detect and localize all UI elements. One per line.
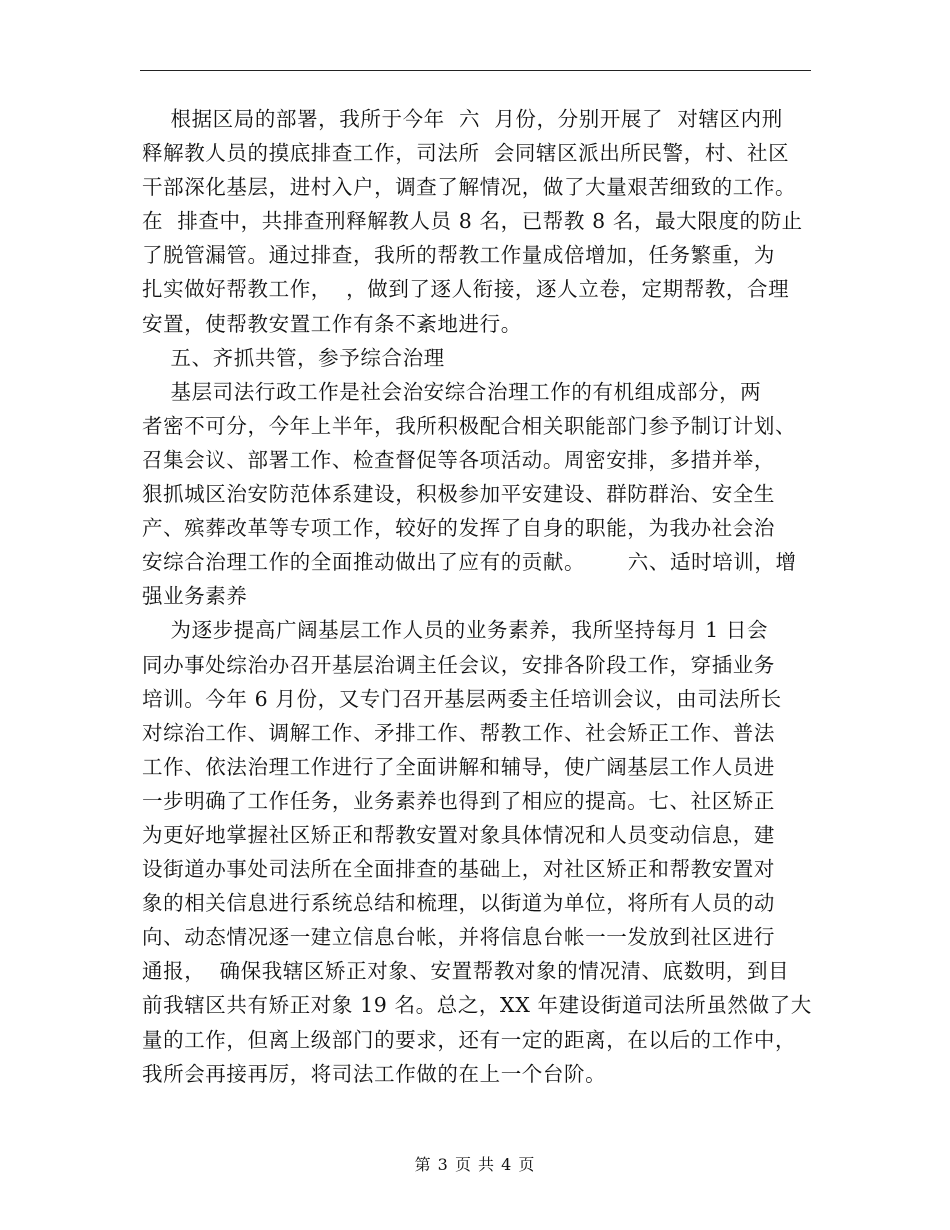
text-line: 干部深化基层，进村入户，调查了解情况，做了大量艰苦细致的工作。 [142,175,797,200]
text-line: 工作、依法治理工作进行了全面讲解和辅导，使广阔基层工作人员进 [142,754,775,779]
text-line: 释解教人员的摸底排查工作，司法所 会同辖区派出所民警，村、社区 [142,141,790,166]
text-line: 强业务素养 [142,584,248,609]
text-line: 为逐步提高广阔基层工作人员的业务素养，我所坚持每月 1 日会 [142,618,769,643]
text-line: 五、齐抓共管，参予综合治理 [142,345,445,370]
text-line: 同办事处综治办召开基层治调主任会议，安排各阶段工作，穿插业务 [142,652,775,677]
text-line: 象的相关信息进行系统总结和梳理，以街道为单位，将所有人员的动 [142,891,775,916]
text-line: 产、殡葬改革等专项工作，较好的发挥了自身的职能，为我办社会治 [142,516,775,541]
text-line: 基层司法行政工作是社会治安综合治理工作的有机组成部分，两 [142,379,762,404]
text-line: 根据区局的部署，我所于今年 六 月份，分别开展了 对辖区内刑 [142,107,783,131]
text-line: 者密不可分，今年上半年，我所积极配合相关职能部门参予制订计划、 [142,413,797,438]
text-line: 量的工作，但离上级部门的要求，还有一定的距离，在以后的工作中， [142,1027,797,1052]
text-line: 安置，使帮教安置工作有条不紊地进行。 [142,311,522,336]
text-line: 通报， 确保我辖区矫正对象、安置帮教对象的情况清、底数明，到目 [142,959,790,984]
text-line: 对综治工作、调解工作、矛排工作、帮教工作、社会矫正工作、普法 [142,720,775,745]
text-line: 设街道办事处司法所在全面排查的基础上，对社区矫正和帮教安置对 [142,857,775,882]
text-line: 狠抓城区治安防范体系建设，积极参加平安建设、群防群治、安全生 [142,482,775,507]
text-line: 向、动态情况逐一建立信息台帐，并将信息台帐一一发放到社区进行 [142,925,775,950]
text-line: 培训。今年 6 月份，又专门召开基层两委主任培训会议，由司法所长 [142,686,782,711]
text-line: 扎实做好帮教工作， ，做到了逐人衔接，逐人立卷，定期帮教，合理 [142,277,790,302]
text-line: 安综合治理工作的全面推动做出了应有的贡献。 六、适时培训，增 [142,550,797,575]
text-line: 前我辖区共有矫正对象 19 名。总之，XX 年建设街道司法所虽然做了大 [142,993,812,1018]
header-rule [140,70,811,71]
document-body [142,102,814,1091]
text-line: 在 排查中，共排查刑释解教人员 8 名，已帮教 8 名，最大限度的防止 [142,209,803,234]
text-line: 为更好地掌握社区矫正和帮教安置对象具体情况和人员变动信息，建 [142,822,775,847]
text-line: 我所会再接再厉，将司法工作做的在上一个台阶。 [142,1061,607,1086]
page-footer: 第 3 页 共 4 页 [414,1155,536,1174]
text-line: 了脱管漏管。通过排查，我所的帮教工作量成倍增加，任务繁重，为 [142,243,775,268]
text-line: 召集会议、部署工作、检查督促等各项活动。周密安排，多措并举， [142,447,775,472]
text-line: 一步明确了工作任务，业务素养也得到了相应的提高。七、社区矫正 [142,788,775,813]
